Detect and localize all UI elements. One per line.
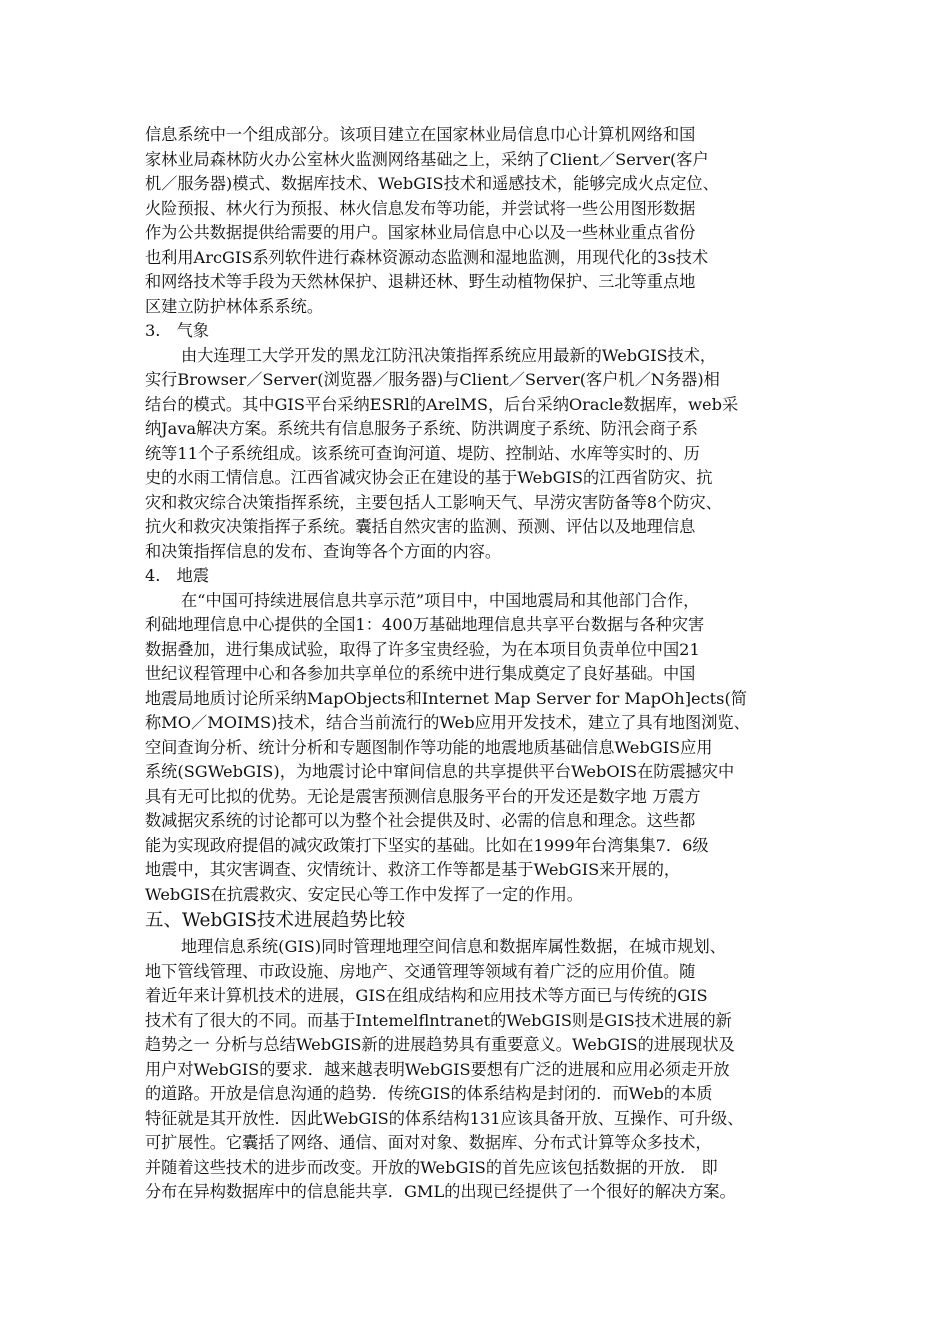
paragraph-line: 史的水雨工情信息。江西省减灾协会正在建设的基于WebGIS的江西省防灾、抗 xyxy=(145,468,713,487)
paragraph-first-line: 由大连理工大学开发的黑龙江防汛决策指挥系统应用最新的WebGIS技术， xyxy=(181,345,717,365)
paragraph-line: 抗火和救灾决策指挥子系统。囊括自然灾害的监测、预测、评估以及地理信息 xyxy=(145,517,696,536)
paragraph-line: 地下管线管理、市政设施、房地产、交通管理等领域有着广泛的应用价值。随 xyxy=(145,961,696,981)
paragraph-line: 特征就是其开放性．因此WebGIS的体系结构131应该具备开放、互操作、可升级、 xyxy=(145,1108,744,1128)
paragraph-line: 可扩展性。它囊括了网络、通信、面对对象、数据库、分布式计算等众多技术， xyxy=(145,1133,712,1152)
paragraph-line: 世纪议程管理中心和各参加共享单位的系统中进行集成奠定了良好基础。中国 xyxy=(145,664,696,683)
paragraph-line: 地震局地质讨论所采纳MapObjects和Internet Map Server for MapOh]ects(简 xyxy=(145,688,747,708)
paragraph-line: 着近年来计算机技术的进展，GIS在组成结构和应用技术等方面已与传统的GIS xyxy=(145,986,708,1005)
paragraph-line: 具有无可比拟的优势。无论是震害预测信息服务平台的开发还是数字地 万震方 xyxy=(145,786,701,806)
paragraph-line: 空间查询分析、统计分析和专题图制作等功能的地震地质基础信息WebGIS应用 xyxy=(145,737,713,757)
paragraph-line: 地震中，其灾害调查、灾情统计、救济工作等都是基于WebGIS来开展的， xyxy=(145,860,681,879)
paragraph-line: 系统(SGWebGIS)，为地震讨论中窜间信息的共享提供平台WebOIS在防震撼灾中 xyxy=(145,762,735,781)
paragraph-line: 区建立防护林体系系统。 xyxy=(145,296,324,316)
paragraph-line: 结台的模式。其中GIS平台采纳ESRl的ArelMS，后台采纳Oracle数据库，web采 xyxy=(145,394,739,414)
paragraph-line: 的道路。开放是信息沟通的趋势．传统GIS的体系结构是封闭的．而Web的本质 xyxy=(145,1084,713,1103)
paragraph-line: 作为公共数据提供给需要的用户。国家林业局信息中心以及一些林业重点省份 xyxy=(145,223,696,242)
paragraph-line: 数据叠加，进行集成试验，取得了许多宝贵经验，为在本项目负责单位中国21 xyxy=(145,639,700,659)
paragraph-line: 和网络技术等手段为天然林保护、退耕还林、野生动植物保护、三北等重点地 xyxy=(145,272,696,291)
paragraph-line: 并随着这些技术的进步而改变。开放的WebGIS的首先应该包括数据的开放． 即 xyxy=(145,1157,718,1177)
document-text-block xyxy=(145,123,825,1205)
paragraph-line: 火险预报、林火行为预报、林火信息发布等功能，并尝试将一些公用图形数据 xyxy=(145,198,696,218)
paragraph-line: 利础地理信息中心提供的全国1：400万基础地理信息共享平台数据与各种灾害 xyxy=(145,615,705,634)
subsection-heading: 3. 气象 xyxy=(145,321,210,340)
paragraph-line: 家林业局森林防火办公室林火监测网络基础之上，采纳了Client／Server(客户 xyxy=(145,149,709,169)
paragraph-line: 和决策指挥信息的发布、查询等各个方面的内容。 xyxy=(145,541,502,561)
subsection-heading: 4. 地震 xyxy=(145,566,210,585)
paragraph-line: 信息系统中一个组成部分。该项目建立在国家林业局信息巾心计算机网络和国 xyxy=(145,125,696,144)
paragraph-line: WebGIS在抗震救灾、安定民心等工作中发挥了一定的作用。 xyxy=(145,884,583,904)
paragraph-line: 统等11个子系统组成。该系统可查询河道、堤防、控制站、水库等实时的、历 xyxy=(145,443,700,463)
paragraph-first-line: 地理信息系统(GIS)同时管理地理空间信息和数据库属性数据，在城市规划、 xyxy=(181,937,726,956)
paragraph-line: 趋势之一 分析与总结WebGIS新的进展趋势具有重要意义。WebGIS的进展现状及 xyxy=(145,1035,735,1054)
paragraph-line: 用户对WebGIS的要求．越来越表明WebGIS要想有广泛的进展和应用必须走开放 xyxy=(145,1059,730,1079)
paragraph-line: 纳Java解决方案。系统共有信息服务子系统、防洪调度子系统、防汛会商子系 xyxy=(145,419,698,438)
paragraph-line: 技术有了很大的不同。而基于Intemelflntranet的WebGIS则是GIS技术进展的新 xyxy=(145,1010,732,1030)
paragraph-line: 称MO／MOIMS)技术，结合当前流行的Web应用开发技术，建立了具有地图浏览、 xyxy=(145,713,750,732)
paragraph-line: 也利用ArcGIS系列软件进行森林资源动态监测和湿地监测，用现代化的3s技术 xyxy=(145,247,709,267)
paragraph-line: 能为实现政府提倡的减灾政策打下坚实的基础。比如在1999年台湾集集7．6级 xyxy=(145,835,709,855)
paragraph-line: 分布在异构数据库中的信息能共享．GML的出现已经提供了一个很好的解决方案。 xyxy=(145,1182,736,1201)
paragraph-line: 机／服务器)模式、数据库技术、WebGIS技术和遥感技术，能够完成火点定位、 xyxy=(145,174,719,193)
section-heading: 五、WebGIS技术进展趋势比较 xyxy=(145,910,406,931)
paragraph-first-line: 在“中国可持续进展信息共享示范”项目中，中国地震局和其他部门合作， xyxy=(181,590,700,610)
paragraph-line: 实行Browser／Server(浏览器／服务器)与Client／Server(客户机／N务器)相 xyxy=(145,370,720,389)
paragraph-line: 灾和救灾综合决策指挥系统，主要包括人工影响天气、早涝灾害防备等8个防灾、 xyxy=(145,492,722,512)
paragraph-line: 数减据灾系统的讨论都可以为整个社会提供及时、必需的信息和理念。这些都 xyxy=(145,811,696,830)
